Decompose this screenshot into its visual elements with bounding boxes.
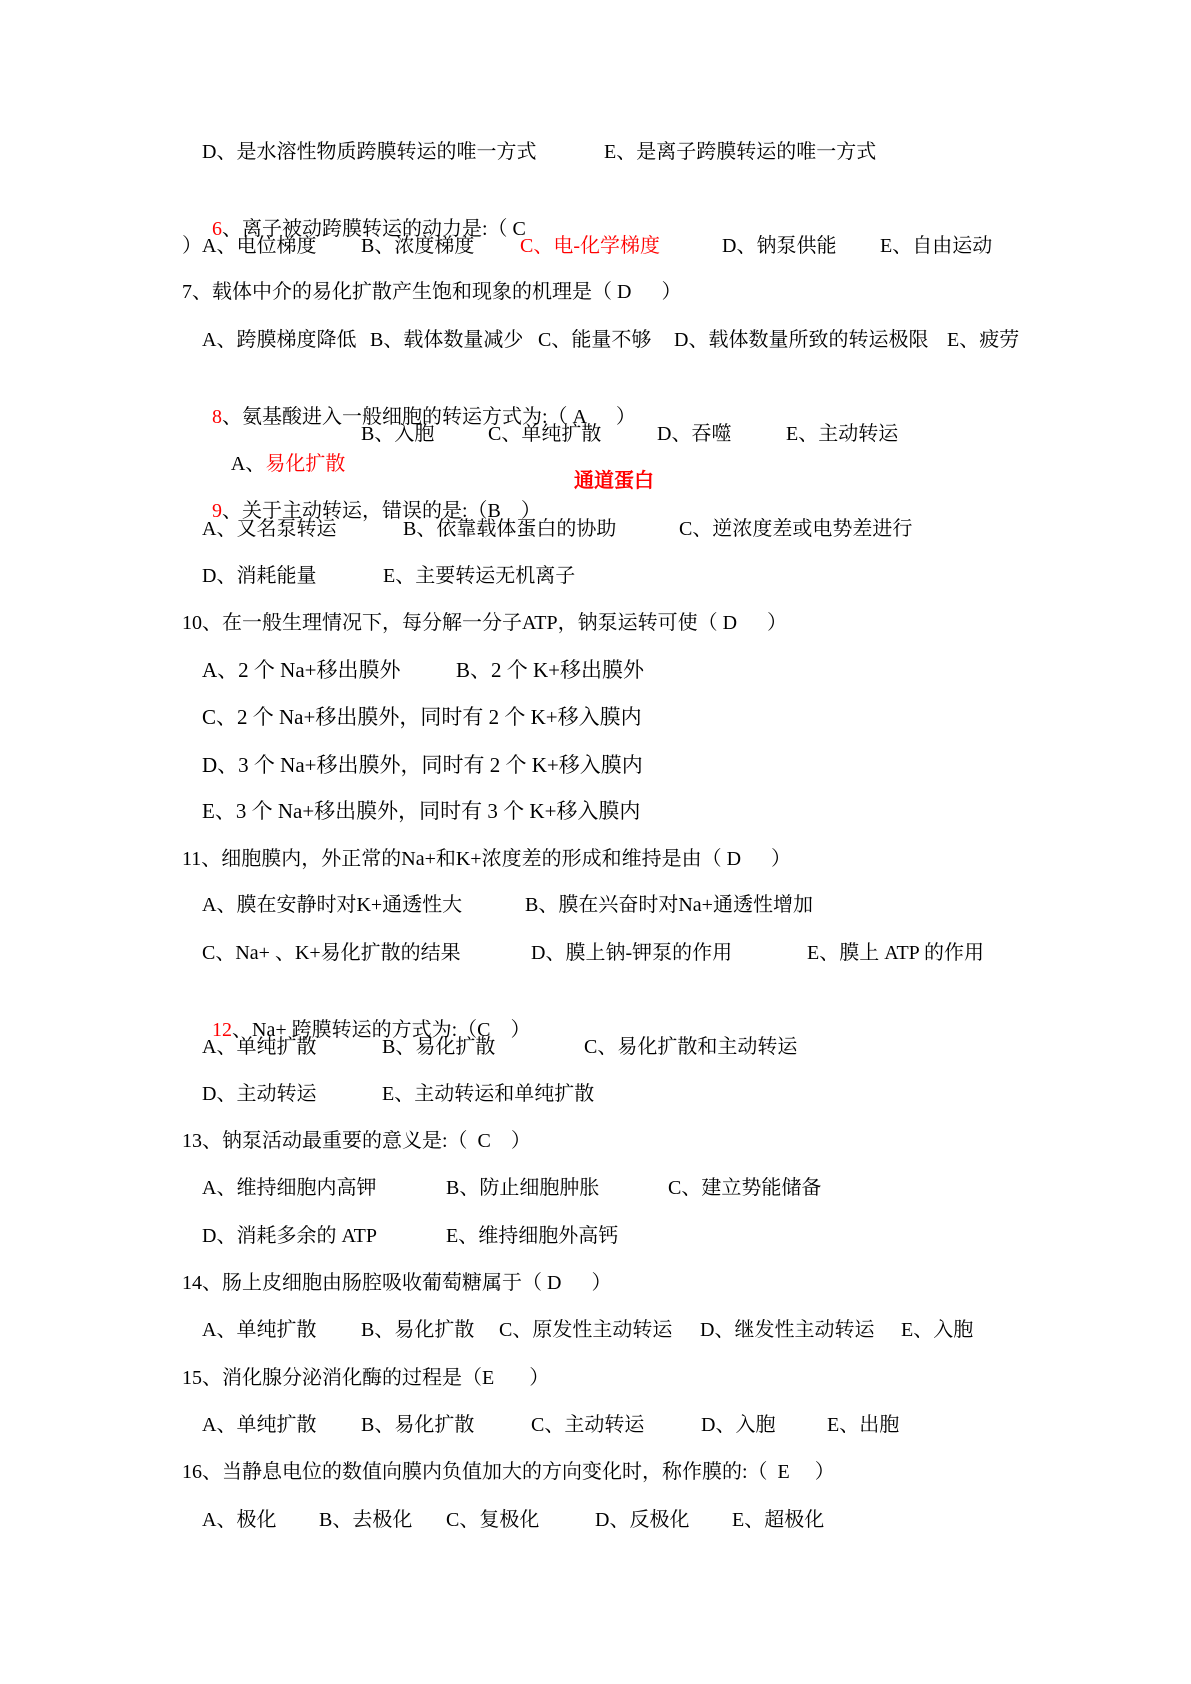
q10-options-line-3: [0, 750, 1191, 780]
q15-option-d: D、入胞: [701, 1414, 776, 1436]
q14-option-d: D、继发性主动转运: [700, 1319, 875, 1341]
q16-option-a: A、极化: [202, 1509, 277, 1531]
q13-stem-line: [0, 1126, 1191, 1156]
q10-options-line-2: [0, 702, 1191, 732]
q13-stem: 13、钠泵活动最重要的意义是:（ C ）: [182, 1130, 531, 1152]
q8-option-a-label: A、: [230, 453, 266, 475]
q16-stem: 16、当静息电位的数值向膜内负值加大的方向变化时，称作膜的:（ E ）: [182, 1461, 835, 1483]
q7-option-e: E、疲劳: [947, 329, 1020, 351]
q8-option-b: B、入胞: [361, 423, 435, 445]
q10-option-d: D、3 个 Na+移出膜外，同时有 2 个 K+移入膜内: [202, 753, 643, 777]
q8-option-c: C、单纯扩散: [488, 423, 602, 445]
q14-option-c: C、原发性主动转运: [499, 1319, 673, 1341]
q5-option-e: E、是离子跨膜转运的唯一方式: [604, 141, 877, 163]
q10-option-c: C、2 个 Na+移出膜外，同时有 2 个 K+移入膜内: [202, 705, 642, 729]
q7-stem-line: [0, 277, 1191, 307]
q12-options-line-2: [0, 1079, 1191, 1109]
q6-option-c: C、电-化学梯度: [520, 235, 660, 257]
q11-options-line-2: [0, 938, 1191, 968]
q10-options-line-4: [0, 796, 1191, 826]
q7-option-b: B、载体数量减少: [370, 329, 524, 351]
q14-stem-line: [0, 1268, 1191, 1298]
q9-stem: 、关于主动转运，错误的是:（B ）: [222, 500, 541, 522]
q16-option-e: E、超极化: [732, 1509, 825, 1531]
q10-option-e: E、3 个 Na+移出膜外，同时有 3 个 K+移入膜内: [202, 799, 641, 823]
q11-stem: 11、细胞膜内，外正常的Na+和K+浓度差的形成和维持是由（ D ）: [182, 848, 792, 870]
q11-stem-line: [0, 844, 1191, 874]
q9-option-c: C、逆浓度差或电势差进行: [679, 518, 913, 540]
q5-options-line: [0, 137, 1191, 167]
q14-stem: 14、肠上皮细胞由肠腔吸收葡萄糖属于（ D ）: [182, 1272, 612, 1294]
q9-note: 通道蛋白: [574, 470, 654, 492]
q8-options-line: [0, 419, 1191, 475]
q13-option-a: A、维持细胞内高钾: [202, 1177, 377, 1199]
q9-option-d: D、消耗能量: [202, 565, 317, 587]
q14-option-b: B、易化扩散: [361, 1319, 475, 1341]
q15-option-b: B、易化扩散: [361, 1414, 475, 1436]
q5-option-d: D、是水溶性物质跨膜转运的唯一方式: [202, 141, 537, 163]
q6-stem: 、离子被动跨膜转运的动力是:（ C: [222, 218, 526, 240]
q6-option-b: B、浓度梯度: [361, 235, 475, 257]
q8-stem: 、氨基酸进入一般细胞的转运方式为:（ A ）: [222, 406, 636, 428]
q15-stem: 15、消化腺分泌消化酶的过程是（E ）: [182, 1367, 550, 1389]
q13-options-line-1: [0, 1173, 1191, 1203]
q15-option-e: E、出胞: [827, 1414, 900, 1436]
q9-stem-line: [0, 466, 1191, 522]
q11-option-c: C、Na+ 、K+易化扩散的结果: [202, 942, 461, 964]
q10-option-a: A、2 个 Na+移出膜外: [202, 658, 401, 682]
q9-number: 9: [212, 500, 222, 522]
q12-stem: 、Na+ 跨膜转运的方式为:（C ）: [232, 1019, 531, 1041]
q7-option-a: A、跨膜梯度降低: [202, 329, 357, 351]
q7-option-c: C、能量不够: [538, 329, 652, 351]
q9-options-line-2: [0, 561, 1191, 591]
q16-options-line: [0, 1505, 1191, 1535]
q10-option-b: B、2 个 K+移出膜外: [456, 658, 645, 682]
q12-options-line-1: [0, 1032, 1191, 1062]
q6-option-e: E、自由运动: [880, 235, 993, 257]
q16-option-b: B、去极化: [319, 1509, 413, 1531]
q12-option-d: D、主动转运: [202, 1083, 317, 1105]
q11-option-e: E、膜上 ATP 的作用: [807, 942, 985, 964]
q14-option-e: E、入胞: [901, 1319, 974, 1341]
q7-options-line: [0, 325, 1191, 355]
q8-number: 8: [212, 406, 222, 428]
q15-options-line: [0, 1410, 1191, 1440]
q9-options-line-1: [0, 514, 1191, 544]
q11-option-a: A、膜在安静时对K+通透性大: [202, 894, 463, 916]
q6-option-d: D、钠泵供能: [722, 235, 837, 257]
q15-option-a: A、单纯扩散: [202, 1414, 317, 1436]
q13-option-d: D、消耗多余的 ATP: [202, 1225, 378, 1247]
q6-options-line: [0, 231, 1191, 261]
q9-option-a: A、又名泵转运: [202, 518, 337, 540]
q10-stem: 10、在一般生理情况下，每分解一分子ATP，钠泵运转可使（ D ）: [182, 612, 788, 634]
q7-stem: 7、载体中介的易化扩散产生饱和现象的机理是（ D ）: [182, 281, 682, 303]
q8-option-a-text: 易化扩散: [265, 453, 346, 475]
q13-option-b: B、防止细胞肿胀: [446, 1177, 600, 1199]
q14-options-line: [0, 1315, 1191, 1345]
q13-option-c: C、建立势能储备: [668, 1177, 822, 1199]
q10-stem-line: [0, 608, 1191, 638]
q6-number: 6: [212, 218, 222, 240]
q12-number: 12: [212, 1019, 232, 1041]
q12-option-a: A、单纯扩散: [202, 1036, 317, 1058]
q12-stem-line: [0, 985, 1191, 1041]
q16-option-d: D、反极化: [595, 1509, 690, 1531]
q8-stem-line: [0, 372, 1191, 428]
q11-options-line-1: [0, 890, 1191, 920]
q15-stem-line: [0, 1363, 1191, 1393]
q16-stem-line: [0, 1457, 1191, 1487]
q8-option-e: E、主动转运: [786, 423, 899, 445]
q9-option-b: B、依靠载体蛋白的协助: [403, 518, 617, 540]
q13-option-e: E、维持细胞外高钙: [446, 1225, 619, 1247]
q14-option-a: A、单纯扩散: [202, 1319, 317, 1341]
q6-option-a: ）A、电位梯度: [182, 235, 317, 257]
q8-option-d: D、吞噬: [657, 423, 732, 445]
q15-option-c: C、主动转运: [531, 1414, 645, 1436]
q12-option-c: C、易化扩散和主动转运: [584, 1036, 798, 1058]
q16-option-c: C、复极化: [446, 1509, 540, 1531]
q11-option-d: D、膜上钠-钾泵的作用: [531, 942, 733, 964]
q7-option-d: D、载体数量所致的转运极限: [674, 329, 929, 351]
q10-options-line-1: [0, 655, 1191, 685]
q13-options-line-2: [0, 1221, 1191, 1251]
q9-option-e: E、主要转运无机离子: [383, 565, 576, 587]
q12-option-e: E、主动转运和单纯扩散: [382, 1083, 595, 1105]
q12-option-b: B、易化扩散: [382, 1036, 496, 1058]
q6-stem-line: [0, 184, 1191, 240]
q11-option-b: B、膜在兴奋时对Na+通透性增加: [525, 894, 813, 916]
